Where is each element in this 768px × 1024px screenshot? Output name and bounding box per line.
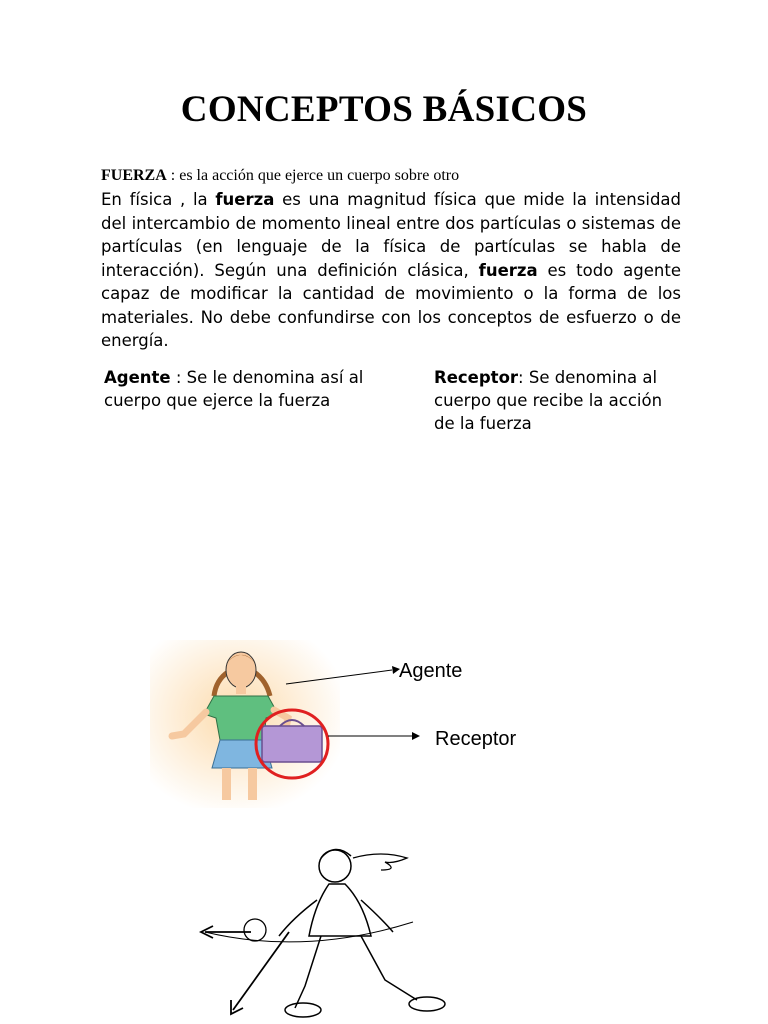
force-definition-text: : es la acción que ejerce un cuerpo sobre otro xyxy=(166,167,460,184)
receptor-term: Receptor xyxy=(434,368,519,387)
agent-figure-label: Agente xyxy=(399,660,463,682)
ball xyxy=(244,919,266,941)
girl-playing-ball-illustration xyxy=(185,840,485,1024)
player-shoe-right xyxy=(409,997,445,1011)
receptor-definition xyxy=(434,366,674,435)
agent-term: Agente xyxy=(104,368,171,387)
force-arrow-diagonal xyxy=(233,932,289,1010)
receptor-definition-text: : Se denomina al cuerpo que recibe la acción de la fuerza xyxy=(434,368,663,433)
player-shoe-left xyxy=(285,1003,321,1017)
force-paragraph xyxy=(101,188,681,353)
player-body xyxy=(309,884,371,936)
agent-definition-text: : Se le denomina así al cuerpo que ejerce la fuerza xyxy=(104,368,364,410)
paragraph-bold-1: fuerza xyxy=(215,190,275,209)
paragraph-text-3: es todo agente capaz de modificar la cantidad de movimiento o la forma de los materiales. No debe confundirse con los conceptos de esfuerzo o de energía. xyxy=(101,260,681,350)
force-term: FUERZA xyxy=(101,167,167,184)
girl-head xyxy=(226,652,256,688)
force-definition xyxy=(101,167,459,185)
bag xyxy=(262,726,322,762)
page-title: CONCEPTOS BÁSICOS xyxy=(180,89,588,130)
paragraph-text-1: En física , la xyxy=(101,190,216,209)
agent-definition xyxy=(104,366,364,412)
receptor-figure-label: Receptor xyxy=(435,728,517,750)
paragraph-text-2: es una magnitud física que mide la intensidad del intercambio de momento lineal entre dos partículas o sistemas de partículas (en lenguaje de la física de partículas se habla de interacción). Según una definición clásica, xyxy=(101,190,681,280)
paragraph-bold-2: fuerza xyxy=(478,260,538,280)
